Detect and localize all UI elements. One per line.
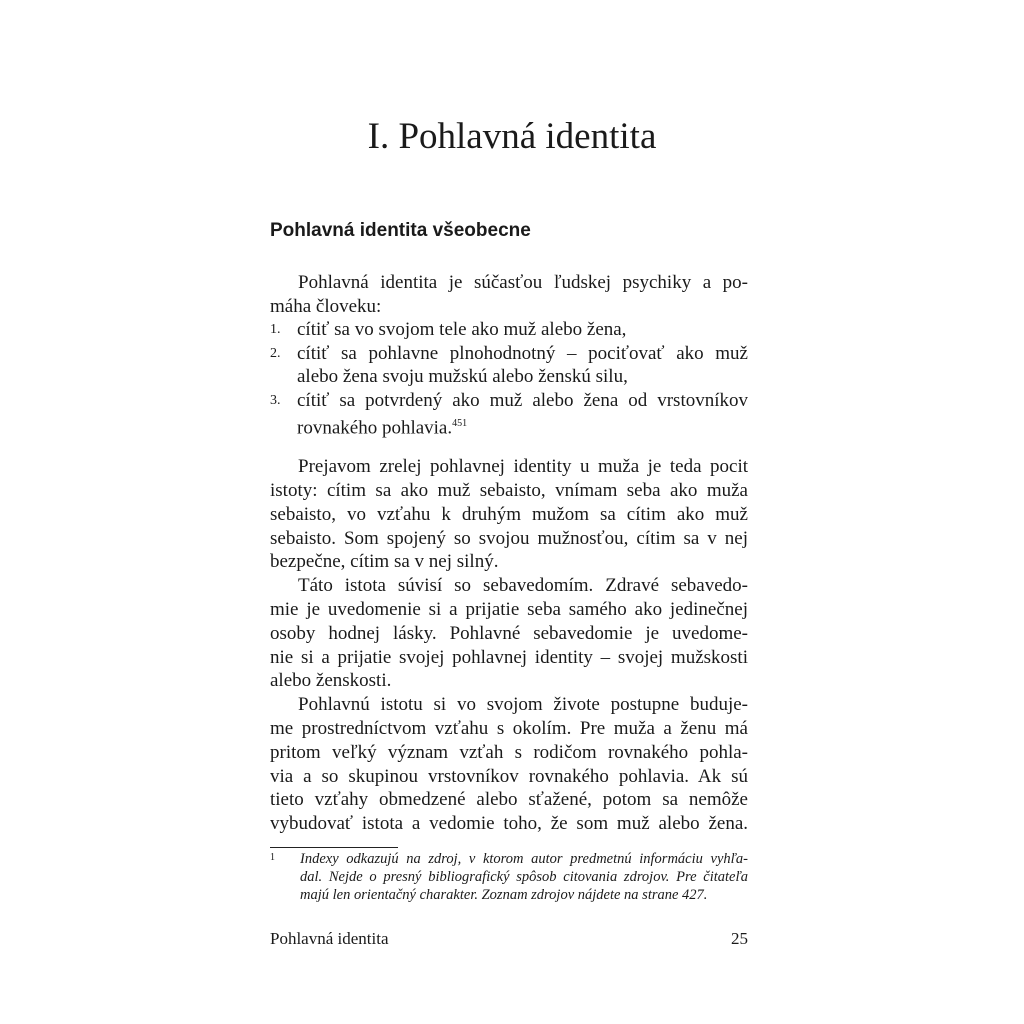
- list-item: [270, 318, 748, 342]
- list-number: 3.: [270, 393, 281, 408]
- footnote-mark: 1: [270, 852, 275, 863]
- footnote-line: dal. Nejde o presný bibliografický spôsob citovania zdrojov. Pre čitateľa: [300, 869, 748, 885]
- paragraph-line: alebo ženskosti.: [270, 670, 392, 691]
- chapter-title: I. Pohlavná identita: [367, 116, 657, 157]
- paragraph-line: máha človeku:: [270, 296, 382, 317]
- paragraph-line: vybudovať istota a vedomie toho, že som muž alebo žena.: [270, 813, 748, 834]
- paragraph-line: bezpečne, cítim sa v nej silný.: [270, 551, 499, 572]
- list-item-cont: [297, 412, 748, 440]
- paragraph-line: nie si a prijatie svojej pohlavnej identity – svojej mužskosti: [270, 647, 748, 668]
- list-item: [270, 389, 748, 413]
- page-number: 25: [731, 929, 748, 948]
- paragraph-line: tieto vzťahy obmedzené alebo sťažené, potom sa nemôže: [270, 789, 748, 810]
- footnote-line: Indexy odkazujú na zdroj, v ktorom autor predmetnú informáciu vyhľa-: [300, 851, 748, 867]
- paragraph-line: Pohlavná identita je súčasťou ľudskej psychiky a po-: [298, 272, 748, 293]
- list-text: cítiť sa potvrdený ako muž alebo žena od vrstovníkov: [297, 390, 748, 411]
- paragraph-line: istoty: cítim sa ako muž sebaisto, vnímam seba ako muža: [270, 480, 748, 501]
- list-text: cítiť sa vo svojom tele ako muž alebo žena,: [297, 319, 627, 340]
- paragraph-line: pritom veľký význam vzťah s rodičom rovnakého pohla-: [270, 742, 748, 763]
- footnote-line: majú len orientačný charakter. Zoznam zdrojov nájdete na strane 427.: [300, 887, 708, 903]
- list-number: 2.: [270, 346, 281, 361]
- paragraph-line: via a so skupinou vrstovníkov rovnakého pohlavia. Ak sú: [270, 766, 748, 787]
- list-item-cont: alebo žena svoju mužskú alebo ženskú silu,: [297, 366, 628, 387]
- paragraph-line: me prostredníctvom vzťahu s okolím. Pre muža a ženu má: [270, 718, 748, 739]
- paragraph-line: sebaisto. Som spojený so svojou mužnosťou, cítim sa v nej: [270, 528, 748, 549]
- list-text: rovnakého pohlavia.: [297, 417, 453, 439]
- list-item: [270, 342, 748, 366]
- paragraph-line: osoby hodnej lásky. Pohlavné sebavedomie je uvedome-: [270, 623, 748, 644]
- paragraph-line: Pohlavnú istotu si vo svojom živote postupne buduje-: [298, 694, 748, 715]
- section-heading: Pohlavná identita všeobecne: [270, 220, 531, 241]
- citation-index: 451: [452, 418, 468, 429]
- footnote-rule: [270, 847, 398, 848]
- list-text: cítiť sa pohlavne plnohodnotný – pociťovať ako muž: [297, 343, 748, 364]
- paragraph-line: sebaisto, vo vzťahu k druhým mužom sa cítim ako muž: [270, 504, 748, 525]
- running-title: Pohlavná identita: [270, 929, 389, 948]
- paragraph-line: Prejavom zrelej pohlavnej identity u muža je teda pocit: [298, 456, 748, 477]
- paragraph-line: mie je uvedomenie si a prijatie seba samého ako jedinečnej: [270, 599, 748, 620]
- list-number: 1.: [270, 322, 281, 337]
- paragraph-line: Táto istota súvisí so sebavedomím. Zdravé sebavedo-: [298, 575, 748, 596]
